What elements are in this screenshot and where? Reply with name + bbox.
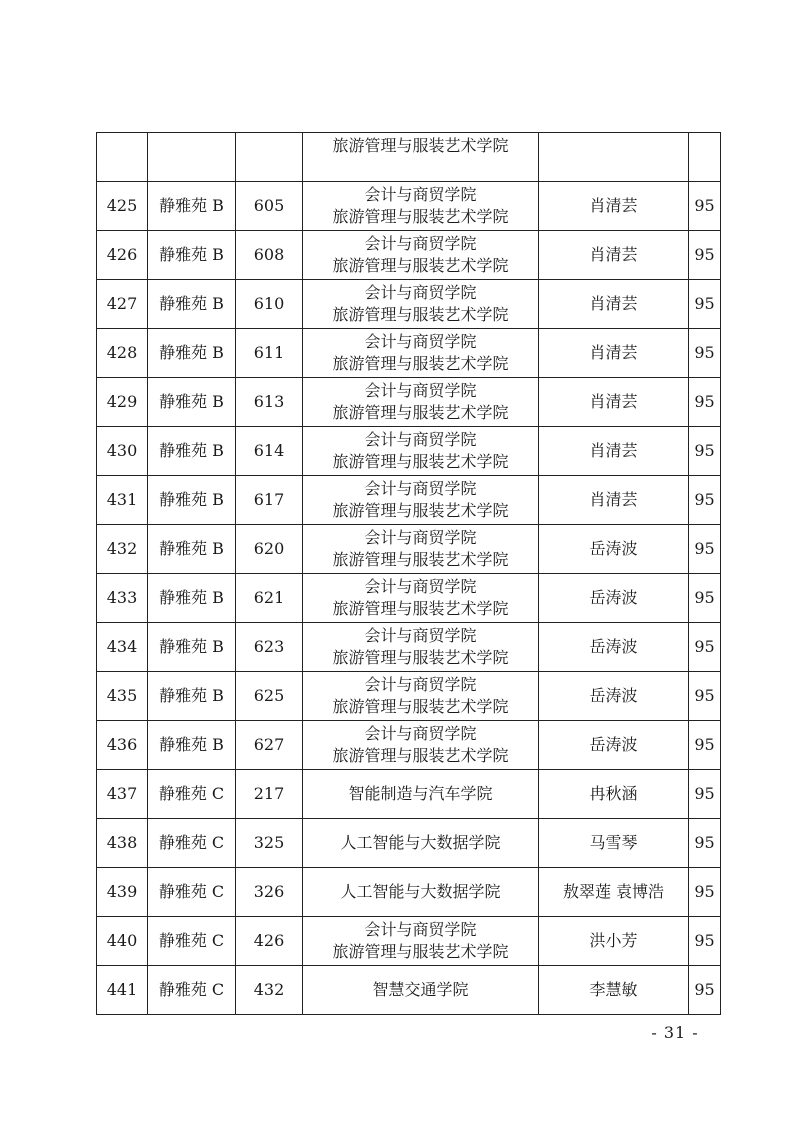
row-number-cell: 426 — [97, 231, 148, 280]
counselor-cell — [539, 133, 689, 182]
row-number-cell: 430 — [97, 427, 148, 476]
room-cell: 217 — [236, 770, 303, 819]
room-cell: 610 — [236, 280, 303, 329]
row-number-cell: 438 — [97, 819, 148, 868]
counselor-cell: 岳涛波 — [539, 721, 689, 770]
college-cell — [303, 525, 539, 574]
score-cell: 95 — [689, 819, 721, 868]
table-row — [97, 819, 721, 868]
table-row — [97, 917, 721, 966]
score-cell: 95 — [689, 770, 721, 819]
row-number-cell: 427 — [97, 280, 148, 329]
room-cell: 325 — [236, 819, 303, 868]
building-cell: 静雅苑 B — [148, 574, 236, 623]
room-cell: 620 — [236, 525, 303, 574]
table-row — [97, 770, 721, 819]
college-cell — [303, 623, 539, 672]
room-cell: 625 — [236, 672, 303, 721]
college-cell — [303, 280, 539, 329]
building-cell: 静雅苑 B — [148, 721, 236, 770]
room-cell: 608 — [236, 231, 303, 280]
row-number-cell: 431 — [97, 476, 148, 525]
college-line: 会计与商贸学院 — [364, 185, 477, 204]
row-number-cell: 440 — [97, 917, 148, 966]
college-cell — [303, 231, 539, 280]
college-line: 会计与商贸学院 — [364, 528, 477, 547]
building-cell: 静雅苑 B — [148, 280, 236, 329]
score-cell: 95 — [689, 476, 721, 525]
table-row — [97, 231, 721, 280]
room-cell — [236, 133, 303, 182]
table-row — [97, 476, 721, 525]
score-cell: 95 — [689, 231, 721, 280]
room-cell: 611 — [236, 329, 303, 378]
score-cell: 95 — [689, 427, 721, 476]
college-line: 旅游管理与服装艺术学院 — [332, 403, 509, 422]
table-row — [97, 672, 721, 721]
room-cell: 426 — [236, 917, 303, 966]
college-line: 旅游管理与服装艺术学院 — [332, 550, 509, 569]
table-row — [97, 623, 721, 672]
college-line: 智慧交通学院 — [372, 980, 469, 999]
row-number-cell: 433 — [97, 574, 148, 623]
college-line: 旅游管理与服装艺术学院 — [332, 305, 509, 324]
college-line: 会计与商贸学院 — [364, 479, 477, 498]
table-row — [97, 182, 721, 231]
building-cell: 静雅苑 B — [148, 231, 236, 280]
score-cell: 95 — [689, 329, 721, 378]
room-cell: 605 — [236, 182, 303, 231]
row-number-cell: 425 — [97, 182, 148, 231]
row-number-cell: 437 — [97, 770, 148, 819]
college-line: 会计与商贸学院 — [364, 920, 477, 939]
college-line: 智能制造与汽车学院 — [348, 784, 493, 803]
college-cell — [303, 476, 539, 525]
counselor-cell: 肖清芸 — [539, 182, 689, 231]
counselor-cell: 洪小芳 — [539, 917, 689, 966]
room-cell: 614 — [236, 427, 303, 476]
counselor-cell: 肖清芸 — [539, 280, 689, 329]
table-row — [97, 280, 721, 329]
college-cell — [303, 819, 539, 868]
dormitory-score-table — [96, 132, 721, 1015]
score-cell: 95 — [689, 525, 721, 574]
table-row — [97, 378, 721, 427]
college-line: 人工智能与大数据学院 — [340, 882, 501, 901]
room-cell: 617 — [236, 476, 303, 525]
counselor-cell: 敖翠莲 袁博浩 — [539, 868, 689, 917]
college-line: 人工智能与大数据学院 — [340, 833, 501, 852]
counselor-cell: 岳涛波 — [539, 623, 689, 672]
building-cell: 静雅苑 C — [148, 966, 236, 1015]
table-row — [97, 966, 721, 1015]
college-line: 会计与商贸学院 — [364, 724, 477, 743]
college-line: 会计与商贸学院 — [364, 381, 477, 400]
counselor-cell: 肖清芸 — [539, 329, 689, 378]
counselor-cell: 肖清芸 — [539, 476, 689, 525]
college-cell — [303, 427, 539, 476]
college-line: 会计与商贸学院 — [364, 234, 477, 253]
counselor-cell: 岳涛波 — [539, 574, 689, 623]
building-cell: 静雅苑 C — [148, 917, 236, 966]
college-line: 旅游管理与服装艺术学院 — [332, 648, 509, 667]
college-line: 会计与商贸学院 — [364, 283, 477, 302]
score-cell: 95 — [689, 868, 721, 917]
counselor-cell: 肖清芸 — [539, 427, 689, 476]
continued-row — [97, 133, 721, 182]
college-line: 旅游管理与服装艺术学院 — [332, 136, 509, 155]
building-cell: 静雅苑 B — [148, 329, 236, 378]
row-number-cell: 429 — [97, 378, 148, 427]
counselor-cell: 冉秋涵 — [539, 770, 689, 819]
score-cell: 95 — [689, 672, 721, 721]
counselor-cell: 肖清芸 — [539, 378, 689, 427]
college-line: 旅游管理与服装艺术学院 — [332, 501, 509, 520]
college-line: 会计与商贸学院 — [364, 332, 477, 351]
room-cell: 432 — [236, 966, 303, 1015]
row-number-cell: 436 — [97, 721, 148, 770]
college-line: 旅游管理与服装艺术学院 — [332, 207, 509, 226]
college-line: 会计与商贸学院 — [364, 675, 477, 694]
college-line: 旅游管理与服装艺术学院 — [332, 942, 509, 961]
row-number-cell: 435 — [97, 672, 148, 721]
counselor-cell: 马雪琴 — [539, 819, 689, 868]
building-cell: 静雅苑 B — [148, 476, 236, 525]
building-cell: 静雅苑 B — [148, 525, 236, 574]
row-number-cell: 428 — [97, 329, 148, 378]
college-line: 会计与商贸学院 — [364, 430, 477, 449]
college-cell — [303, 672, 539, 721]
building-cell — [148, 133, 236, 182]
score-cell: 95 — [689, 182, 721, 231]
college-line: 旅游管理与服装艺术学院 — [332, 697, 509, 716]
college-line: 会计与商贸学院 — [364, 626, 477, 645]
row-number-cell — [97, 133, 148, 182]
college-cell — [303, 182, 539, 231]
building-cell: 静雅苑 B — [148, 427, 236, 476]
counselor-cell: 岳涛波 — [539, 525, 689, 574]
college-line: 旅游管理与服装艺术学院 — [332, 354, 509, 373]
college-line: 旅游管理与服装艺术学院 — [332, 256, 509, 275]
row-number-cell: 434 — [97, 623, 148, 672]
table-row — [97, 574, 721, 623]
score-cell: 95 — [689, 623, 721, 672]
score-cell: 95 — [689, 966, 721, 1015]
college-cell — [303, 770, 539, 819]
building-cell: 静雅苑 B — [148, 182, 236, 231]
college-cell — [303, 574, 539, 623]
table-row — [97, 427, 721, 476]
score-cell — [689, 133, 721, 182]
college-line: 旅游管理与服装艺术学院 — [332, 746, 509, 765]
building-cell: 静雅苑 C — [148, 819, 236, 868]
table-row — [97, 721, 721, 770]
college-cell — [303, 917, 539, 966]
room-cell: 623 — [236, 623, 303, 672]
college-cell — [303, 868, 539, 917]
counselor-cell: 李慧敏 — [539, 966, 689, 1015]
college-cell — [303, 133, 539, 182]
building-cell: 静雅苑 B — [148, 378, 236, 427]
college-line-spacer — [303, 157, 538, 179]
score-cell: 95 — [689, 280, 721, 329]
page-number: - 31 - — [651, 1023, 699, 1042]
score-cell: 95 — [689, 574, 721, 623]
college-cell — [303, 721, 539, 770]
score-cell: 95 — [689, 378, 721, 427]
room-cell: 627 — [236, 721, 303, 770]
room-cell: 326 — [236, 868, 303, 917]
score-cell: 95 — [689, 721, 721, 770]
college-cell — [303, 966, 539, 1015]
college-cell — [303, 378, 539, 427]
building-cell: 静雅苑 B — [148, 672, 236, 721]
counselor-cell: 岳涛波 — [539, 672, 689, 721]
row-number-cell: 432 — [97, 525, 148, 574]
table-row — [97, 525, 721, 574]
building-cell: 静雅苑 C — [148, 770, 236, 819]
building-cell: 静雅苑 C — [148, 868, 236, 917]
college-cell — [303, 329, 539, 378]
counselor-cell: 肖清芸 — [539, 231, 689, 280]
building-cell: 静雅苑 B — [148, 623, 236, 672]
college-line: 会计与商贸学院 — [364, 577, 477, 596]
row-number-cell: 441 — [97, 966, 148, 1015]
table-row — [97, 868, 721, 917]
table-body — [97, 133, 721, 1015]
college-line: 旅游管理与服装艺术学院 — [332, 599, 509, 618]
row-number-cell: 439 — [97, 868, 148, 917]
room-cell: 621 — [236, 574, 303, 623]
score-cell: 95 — [689, 917, 721, 966]
college-line: 旅游管理与服装艺术学院 — [332, 452, 509, 471]
room-cell: 613 — [236, 378, 303, 427]
table-row — [97, 329, 721, 378]
